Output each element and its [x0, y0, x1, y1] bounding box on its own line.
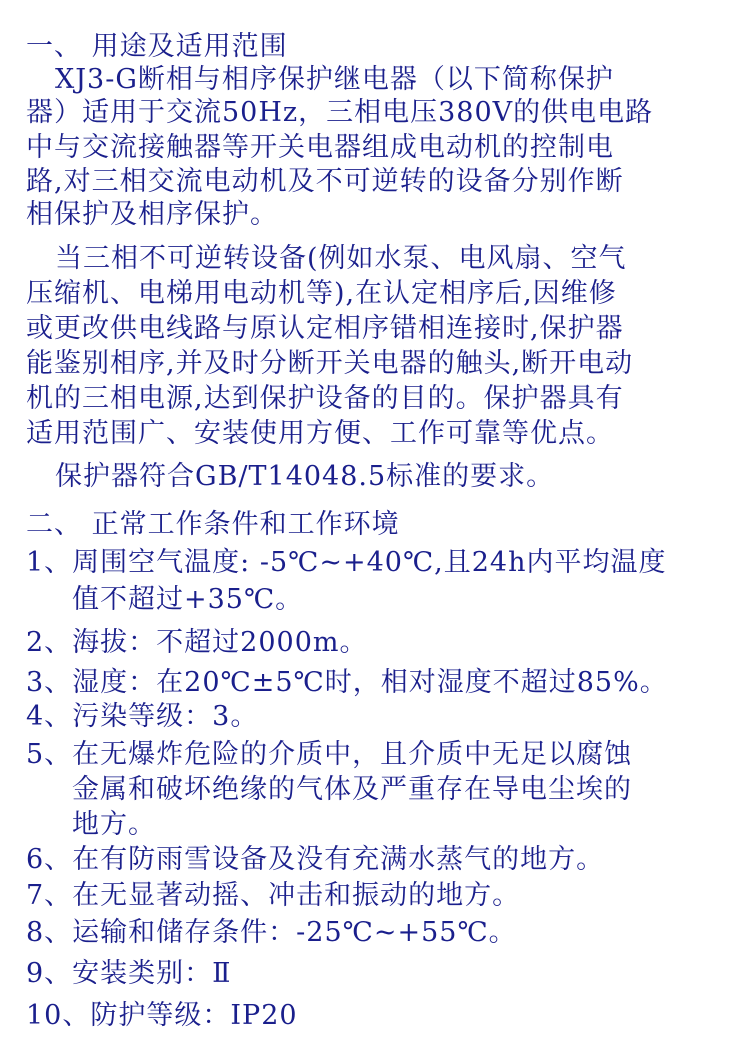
section1-para1-line4: 路,对三相交流电动机及不可逆转的设备分别作断 [26, 166, 624, 197]
section1-para1-line3: 中与交流接触器等开关电器组成电动机的控制电 [26, 132, 614, 163]
condition-item-7: 7、在无显著动摇、冲击和振动的地方。 [26, 880, 521, 911]
condition-item-1-line2: 值不超过+35℃。 [72, 584, 304, 615]
section1-para1-line2: 器）适用于交流50Hz，三相电压380V的供电电路 [26, 97, 654, 128]
section1-para2-line6: 适用范围广、安装使用方便、工作可靠等优点。 [26, 418, 614, 449]
section1-para2-line2: 压缩机、电梯用电动机等),在认定相序后,因维修 [26, 278, 617, 309]
condition-item-3: 3、湿度：在20℃±5℃时，相对湿度不超过85%。 [26, 667, 668, 698]
section2-heading: 二、 正常工作条件和工作环境 [26, 509, 400, 540]
section1-para2-line1: 当三相不可逆转设备(例如水泵、电风扇、空气 [55, 243, 627, 274]
section1-heading: 一、 用途及适用范围 [26, 31, 288, 62]
section1-para3: 保护器符合GB/T14048.5标准的要求。 [55, 461, 555, 492]
condition-item-10: 10、防护等级：IP20 [26, 1000, 298, 1031]
section1-para1-line5: 相保护及相序保护。 [26, 199, 278, 230]
condition-item-5-line1: 5、在无爆炸危险的介质中，且介质中无足以腐蚀 [26, 739, 633, 770]
section1-para1-line1: XJ3-G断相与相序保护继电器（以下简称保护 [55, 64, 614, 95]
condition-item-5-line3: 地方。 [72, 809, 156, 840]
section1-para2-line4: 能鉴别相序,并及时分断开关电器的触头,断开电动 [26, 348, 634, 379]
condition-item-2: 2、海拔：不超过2000m。 [26, 627, 368, 658]
condition-item-8: 8、运输和储存条件：-25℃~+55℃。 [26, 917, 517, 948]
condition-item-9: 9、安装类别：Ⅱ [26, 958, 232, 989]
section1-para2-line5: 机的三相电源,达到保护设备的目的。保护器具有 [26, 383, 624, 414]
condition-item-1-line1: 1、周围空气温度: -5℃~+40℃,且24h内平均温度 [26, 547, 667, 578]
condition-item-4: 4、污染等级：3。 [26, 701, 259, 732]
condition-item-5-line2: 金属和破坏绝缘的气体及严重存在导电尘埃的 [72, 774, 632, 805]
section1-para2-line3: 或更改供电线路与原认定相序错相连接时,保护器 [26, 313, 624, 344]
condition-item-6: 6、在有防雨雪设备及没有充满水蒸气的地方。 [26, 844, 605, 875]
